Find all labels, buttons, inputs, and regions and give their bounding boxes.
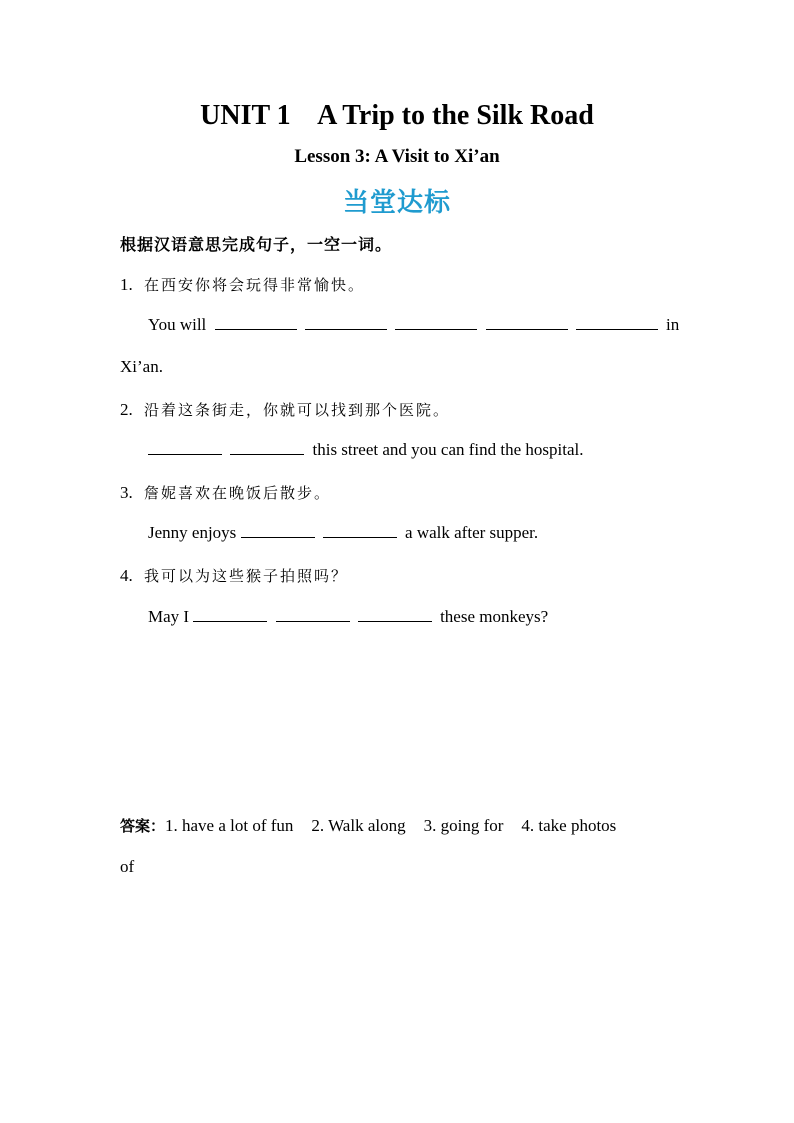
question-4-prompt: [120, 565, 348, 586]
question-3-prompt: [120, 482, 331, 503]
sentence-before: You will: [148, 315, 207, 334]
answer-item: 3. going for: [423, 816, 504, 835]
answer-blank[interactable]: [395, 315, 477, 330]
answer-blank[interactable]: [193, 607, 267, 622]
question-number: 2.: [120, 400, 133, 419]
question-number: 1.: [120, 275, 133, 294]
question-2-prompt: [120, 399, 450, 420]
answer-item: 2. Walk along: [311, 816, 406, 835]
question-chinese: 沿着这条街走，你就可以找到那个医院。: [144, 401, 451, 419]
answer-item: 1. have a lot of fun: [165, 816, 294, 835]
unit-title: UNIT 1 A Trip to the Silk Road: [200, 100, 594, 131]
sentence-before: May I: [148, 607, 190, 626]
question-1-prompt: [120, 274, 365, 295]
question-chinese: 我可以为这些猴子拍照吗？: [144, 567, 349, 585]
question-chinese: 詹妮喜欢在晚饭后散步。: [144, 484, 332, 502]
answer-blank[interactable]: [276, 607, 350, 622]
question-3-sentence: [148, 523, 538, 543]
answer-blank[interactable]: [358, 607, 432, 622]
answer-blank[interactable]: [230, 440, 304, 455]
sentence-before: Jenny enjoys: [148, 523, 237, 542]
answer-key: [120, 815, 616, 836]
question-number: 3.: [120, 483, 133, 502]
answer-blank[interactable]: [148, 440, 222, 455]
answer-label: 答案：: [120, 817, 166, 835]
instructions: 根据汉语意思完成句子，一空一词。: [120, 235, 393, 254]
section-title: 当堂达标: [342, 188, 451, 218]
question-1-sentence: [148, 315, 679, 335]
question-number: 4.: [120, 566, 133, 585]
answer-blank[interactable]: [241, 523, 315, 538]
answer-blank[interactable]: [305, 315, 387, 330]
question-1-continuation: Xi’an.: [120, 357, 163, 376]
lesson-title: Lesson 3: A Visit to Xi’an: [294, 146, 500, 167]
answer-blank[interactable]: [323, 523, 397, 538]
answer-continuation: of: [120, 857, 135, 876]
sentence-after: this street and you can find the hospital.: [312, 440, 584, 459]
answer-blank[interactable]: [215, 315, 297, 330]
answer-blank[interactable]: [486, 315, 568, 330]
question-2-sentence: [148, 440, 584, 460]
sentence-after: these monkeys?: [440, 607, 549, 626]
answer-blank[interactable]: [576, 315, 658, 330]
answer-item: 4. take photos: [521, 816, 617, 835]
question-chinese: 在西安你将会玩得非常愉快。: [144, 276, 366, 294]
sentence-after: in: [666, 315, 680, 334]
question-4-sentence: [148, 607, 548, 627]
sentence-after: a walk after supper.: [405, 523, 539, 542]
